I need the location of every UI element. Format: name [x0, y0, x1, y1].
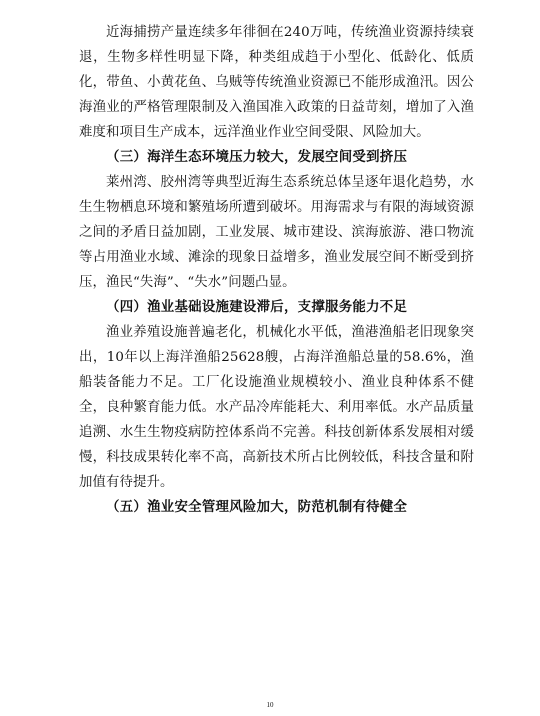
- page-content: [79, 20, 474, 520]
- paragraph-ecology: 莱州湾、胶州湾等典型近海生态系统总体呈逐年退化趋势，水生生物栖息环境和繁殖场所遭到破坏。用海需求与有限的海域资源之间的矛盾日益加剧，工业发展、城市建设、滨海旅游、港口物流等占用渔业水域、滩涂的现象日益增多，渔业发展空间不断受到挤压，渔民“失海”、“失水”问题凸显。: [79, 175, 474, 290]
- section-heading-4: （四）渔业基础设施建设滞后，支撑服务能力不足: [106, 299, 408, 315]
- paragraph-fishing-output: 近海捕捞产量连续多年徘徊在240万吨，传统渔业资源持续衰退，生物多样性明显下降，种类组成趋于小型化、低龄化、低质化，带鱼、小黄花鱼、乌贼等传统渔业资源已不能形成渔汛。因公海渔业的严格管理限制及入渔国准入政策的日益苛刻，增加了入渔难度和项目生产成本，远洋渔业作业空间受限、风险加大。: [79, 25, 474, 140]
- section-heading-3: （三）海洋生态环境压力较大，发展空间受到挤压: [106, 149, 408, 165]
- section-heading-5: （五）渔业安全管理风险加大，防范机制有待健全: [106, 499, 408, 515]
- paragraph-infrastructure: 渔业养殖设施普遍老化，机械化水平低，渔港渔船老旧现象突出，10年以上海洋渔船25628艘，占海洋渔船总量的58.6%，渔船装备能力不足。工厂化设施渔业规模较小、渔业良种体系不健全，良种繁育能力低。水产品冷库能耗大、利用率低。水产品质量追溯、水生生物疫病防控体系尚不完善。科技创新体系发展相对缓慢，科技成果转化率不高，高新技术所占比例较低，科技含量和附加值有待提升。: [79, 325, 474, 490]
- page-number: 10: [266, 701, 274, 709]
